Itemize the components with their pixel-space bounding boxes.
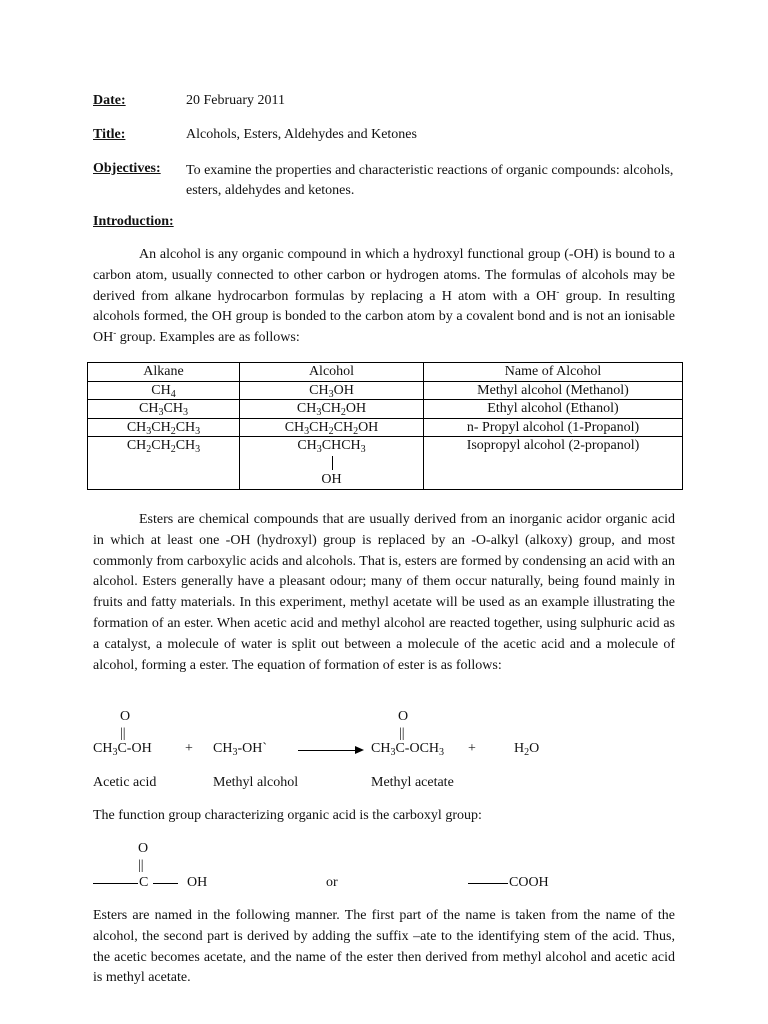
header-alkane: Alkane <box>88 363 240 382</box>
alkane-cell: $CH_3CH_3$ <box>88 400 240 419</box>
alcohol-cell: $CH_3CHCH_3$ OH <box>240 437 424 490</box>
ester-double-bond: || <box>399 726 405 741</box>
table-row <box>88 400 683 419</box>
table-row <box>88 437 683 490</box>
date-label: Date: <box>93 93 126 108</box>
alkane-cell: $CH_3CH_2CH_3$ <box>88 418 240 437</box>
carboxyl-double-bond: || <box>138 858 144 873</box>
objectives-label: Objectives: <box>93 161 161 176</box>
objectives-value: To examine the properties and characteristic reactions of organic compounds: alcohols, esters, aldehydes and ketones. <box>186 163 674 198</box>
esters-paragraph: Esters are chemical compounds that are usually derived from an inorganic acidor organic acid in which at least one -OH (hydroxyl) group is replaced by an -O-alkyl (alkoxy) group, and most commonly from carboxylic acids and alcohols. That is, esters are formed by condensing an acid with an alcohol. Esters generally have a pleasant odour; many of them occur naturally, being found mainly in fruits and fatty materials. In this experiment, methyl acetate will be used as an example illustrating the formation of an ester. When acetic acid and methyl alcohol are reacted together, using sulphuric acid as a catalyst, a molecule of water is split out between a molecule of the acetic acid and a molecule of alcohol, forming a ester. The equation of formation of ester is as follows: <box>93 512 675 673</box>
carboxyl-left-bond <box>93 883 138 884</box>
branch-oh: OH <box>321 472 342 487</box>
ester-carbonyl-o: O <box>398 709 409 724</box>
alcohol-cell: $CH_3CH_2OH$ <box>240 400 424 419</box>
water-formula: $H_2O$ <box>514 741 540 758</box>
carboxyl-c: C <box>139 875 149 890</box>
carboxyl-o: O <box>138 841 149 856</box>
name-cell: Ethyl alcohol (Ethanol) <box>424 400 683 419</box>
or-word: or <box>326 875 338 890</box>
label-methyl-acetate: Methyl acetate <box>371 775 454 790</box>
introduction-paragraph: An alcohol is any organic compound in which a hydroxyl functional group (-OH) is bound to a carbon atom, usually connected to other carbon or hydrogen atoms. The formulas of alcohols may be derived from alkane hydrocarbon formulas by replacing a H atom with a OH- group. In resulting alcohols formed, the OH group is bonded to the carbon atom by a covalent bond and is not an ionisable OH- group. Examples are as follows: <box>93 247 676 346</box>
name-cell: Isopropyl alcohol (2-propanol) <box>424 437 683 490</box>
header-alcohol: Alcohol <box>240 363 424 382</box>
acid-carbonyl-o: O <box>120 709 131 724</box>
plus-sign: + <box>468 741 476 756</box>
introduction-heading: Introduction: <box>93 214 174 229</box>
label-acetic-acid: Acetic acid <box>93 775 157 790</box>
table-row <box>88 381 683 400</box>
label-methyl-alcohol: Methyl alcohol <box>213 775 299 790</box>
carboxyl-sentence: The function group characterizing organic acid is the carboxyl group: <box>93 808 482 823</box>
header-name: Name of Alcohol <box>424 363 683 382</box>
alcohol-cell: $CH_3OH$ <box>240 381 424 400</box>
naming-paragraph: Esters are named in the following manner. The first part of the name is taken from the name of the alcohol, the second part is derived by adding the suffix –ate to the identifying stem of the acid. Thus, the acetic becomes acetate, and the name of the ester then derived from methyl alcohol and acetic acid is methyl acetate. <box>93 908 675 986</box>
plus-sign: + <box>185 741 193 756</box>
acetic-acid-formula: $CH_3C-OH$ <box>93 741 152 758</box>
table-header-row <box>88 363 683 382</box>
cooh-formula: COOH <box>509 875 549 890</box>
branch-bond <box>332 456 333 470</box>
alcohol-table <box>87 362 683 490</box>
name-cell: n- Propyl alcohol (1-Propanol) <box>424 418 683 437</box>
alkane-cell: $CH_4$ <box>88 381 240 400</box>
name-cell: Methyl alcohol (Methanol) <box>424 381 683 400</box>
carboxyl-right-bond <box>153 883 178 884</box>
methyl-alcohol-formula: $CH_3-OH`$ <box>213 741 267 758</box>
cooh-bond <box>468 883 508 884</box>
reaction-arrow-head <box>355 746 364 754</box>
acid-double-bond: || <box>120 726 126 741</box>
date-value: 20 February 2011 <box>186 93 286 108</box>
reaction-arrow-line <box>298 750 356 751</box>
title-label: Title: <box>93 127 126 142</box>
methyl-acetate-formula: $CH_3C-OCH_3$ <box>371 741 445 758</box>
alkane-cell: $CH_2CH_2CH_3$ <box>88 437 240 490</box>
title-value: Alcohols, Esters, Aldehydes and Ketones <box>186 127 417 142</box>
table-row <box>88 418 683 437</box>
carboxyl-oh: OH <box>187 875 208 890</box>
alcohol-cell: $CH_3CH_2CH_2OH$ <box>240 418 424 437</box>
